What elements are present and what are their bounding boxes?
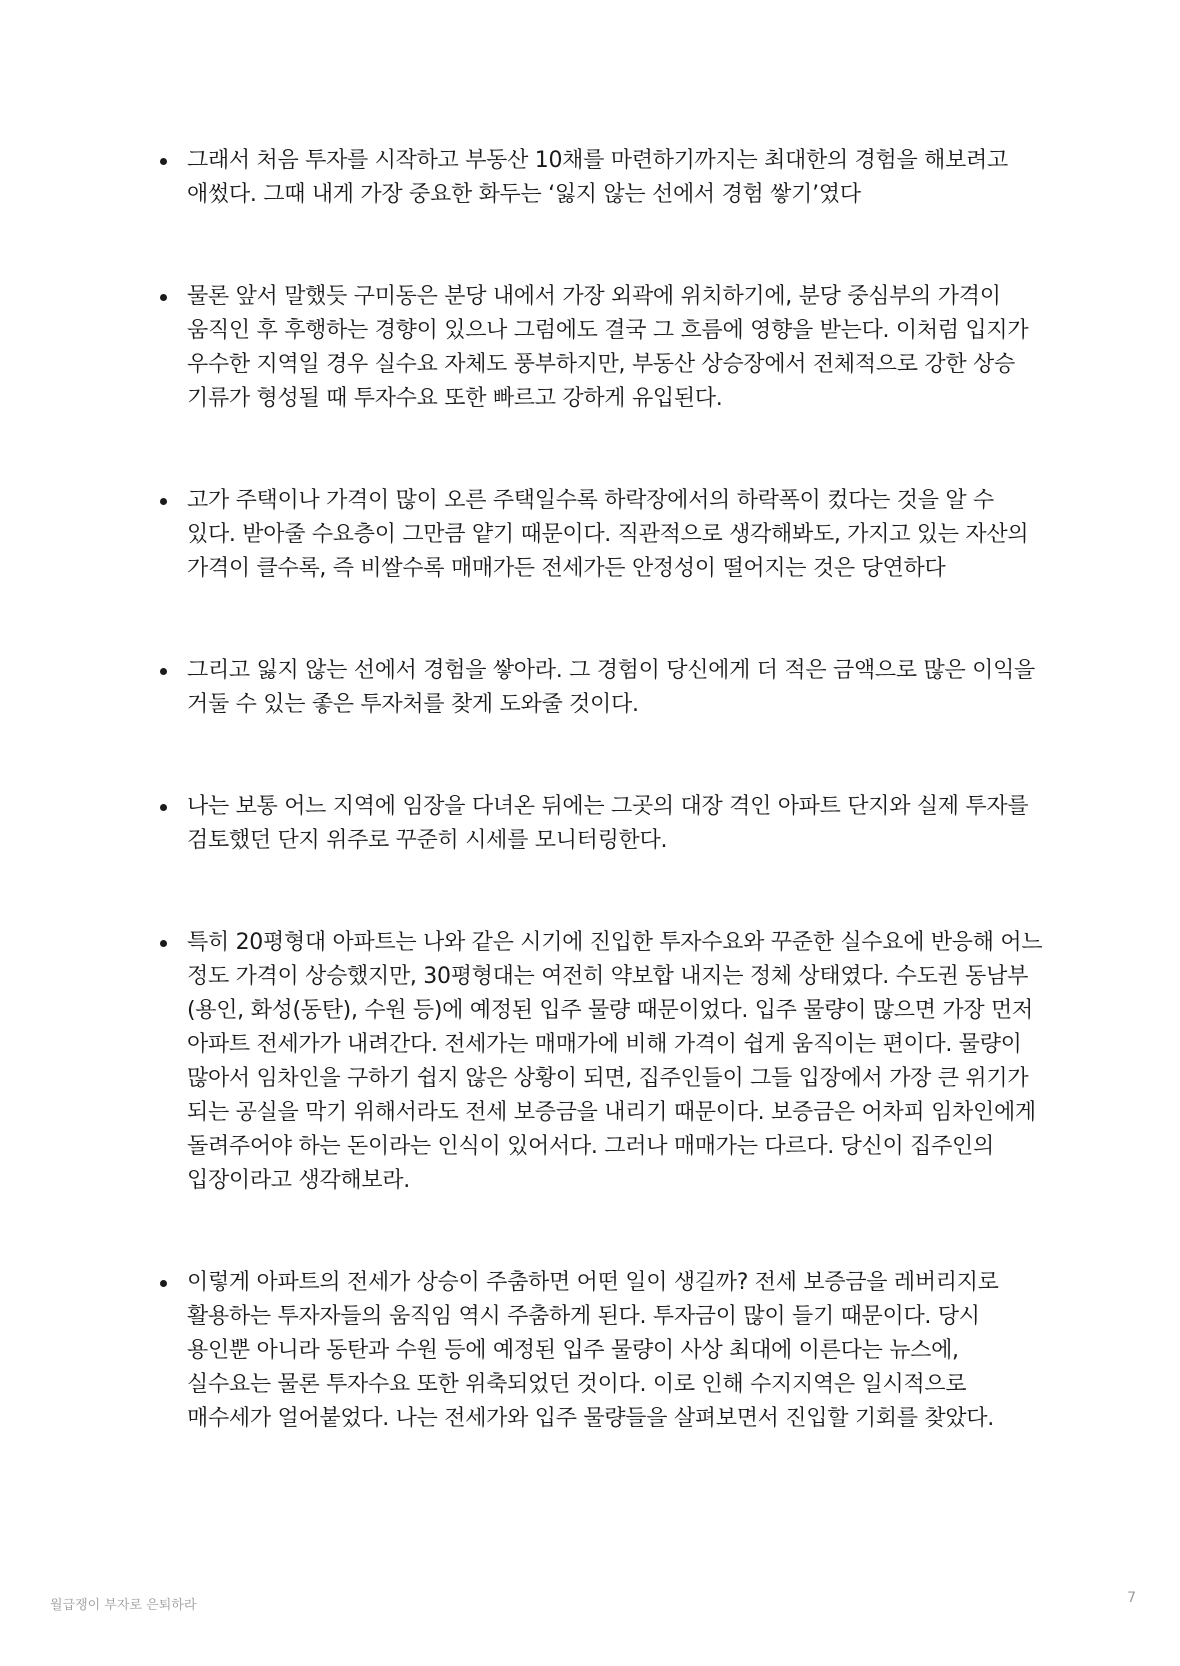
body-content — [160, 144, 1045, 1436]
bullet-item — [160, 144, 1045, 212]
bullet-item — [160, 1266, 1045, 1436]
bullet-text: 나는 보통 어느 지역에 임장을 다녀온 뒤에는 그곳의 대장 격인 아파트 단지와 실제 투자를 검토했던 단지 위주로 꾸준히 시세를 모니터링한다. — [187, 794, 1029, 853]
bullet-item — [160, 654, 1045, 722]
bullet-dot-icon — [160, 804, 167, 811]
bullet-dot-icon — [160, 940, 167, 947]
bullet-item — [160, 790, 1045, 858]
page-number: 7 — [1127, 1590, 1136, 1606]
bullet-item — [160, 280, 1045, 416]
bullet-dot-icon — [160, 498, 167, 505]
bullet-item — [160, 926, 1045, 1198]
bullet-dot-icon — [160, 668, 167, 675]
bullet-text: 물론 앞서 말했듯 구미동은 분당 내에서 가장 외곽에 위치하기에, 분당 중심부의 가격이 움직인 후 후행하는 경향이 있으나 그럼에도 결국 그 흐름에 영향을 받는다. 이처럼 입지가 우수한 지역일 경우 실수요 자체도 풍부하지만, 부동산 상승장에서 전체적으로 강한 상승 기류가 형성될 때 투자수요 또한 빠르고 강하게 유입된다. — [187, 284, 1029, 411]
bullet-dot-icon — [160, 1280, 167, 1287]
bullet-item — [160, 484, 1045, 586]
bullet-text: 고가 주택이나 가격이 많이 오른 주택일수록 하락장에서의 하락폭이 컸다는 것을 알 수 있다. 받아줄 수요층이 그만큼 얕기 때문이다. 직관적으로 생각해봐도, 가지고 있는 자산의 가격이 클수록, 즉 비쌀수록 매매가든 전세가든 안정성이 떨어지는 것은 당연하다 — [187, 488, 1029, 581]
footer-book-title: 월급쟁이 부자로 은퇴하라 — [50, 1598, 197, 1613]
bullet-text: 그리고 잃지 않는 선에서 경험을 쌓아라. 그 경험이 당신에게 더 적은 금액으로 많은 이익을 거둘 수 있는 좋은 투자처를 찾게 도와줄 것이다. — [187, 658, 1035, 717]
bullet-text: 특히 20평형대 아파트는 나와 같은 시기에 진입한 투자수요와 꾸준한 실수요에 반응해 어느 정도 가격이 상승했지만, 30평형대는 여전히 약보합 내지는 정체 상태였다. 수도권 동남부(용인, 화성(동탄), 수원 등)에 예정된 입주 물량 때문이었다. 입주 물량이 많으면 가장 먼저 아파트 전세가가 내려간다. 전세가는 매매가에 비해 가격이 쉽게 움직이는 편이다. 물량이 많아서 임차인을 구하기 쉽지 않은 상황이 되면, 집주인들이 그들 입장에서 가장 큰 위기가 되는 공실을 막기 위해서라도 전세 보증금을 내리기 때문이다. 보증금은 어차피 임차인에게 돌려주어야 하는 돈이라는 인식이 있어서다. 그러나 매매가는 다르다. 당신이 집주인의 입장이라고 생각해보라. — [187, 930, 1043, 1193]
bullet-list — [160, 144, 1045, 1436]
bullet-text: 그래서 처음 투자를 시작하고 부동산 10채를 마련하기까지는 최대한의 경험을 해보려고 애썼다. 그때 내게 가장 중요한 화두는 ‘잃지 않는 선에서 경험 쌓기’였다 — [187, 148, 1008, 207]
bullet-dot-icon — [160, 158, 167, 165]
bullet-dot-icon — [160, 294, 167, 301]
bullet-text: 이렇게 아파트의 전세가 상승이 주춤하면 어떤 일이 생길까? 전세 보증금을 레버리지로 활용하는 투자자들의 움직임 역시 주춤하게 된다. 투자금이 많이 들기 때문이다. 당시 용인뿐 아니라 동탄과 수원 등에 예정된 입주 물량이 사상 최대에 이른다는 뉴스에, 실수요는 물론 투자수요 또한 위축되었던 것이다. 이로 인해 수지지역은 일시적으로 매수세가 얼어붙었다. 나는 전세가와 입주 물량들을 살펴보면서 진입할 기회를 찾았다. — [187, 1270, 999, 1431]
